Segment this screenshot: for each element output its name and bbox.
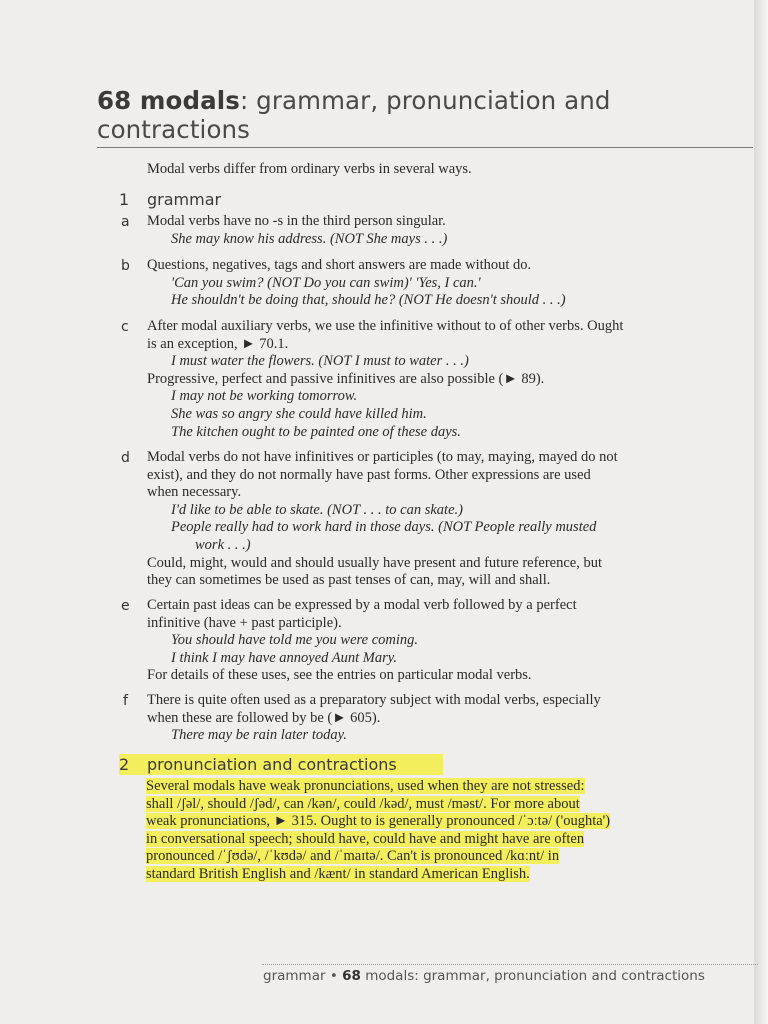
- page-title: [97, 86, 737, 144]
- p2-line-6: standard British English and /kænt/ in standard American English.: [146, 865, 530, 882]
- footer-rule: [262, 964, 758, 965]
- item-b-label: b: [121, 258, 130, 274]
- section-1-title: grammar: [147, 190, 222, 209]
- title-number-word: 68 modals: [97, 86, 240, 115]
- item-b-line-1: Questions, negatives, tags and short answers are made without do.: [147, 257, 532, 273]
- item-d-line-3: when necessary.: [147, 484, 242, 501]
- item-c-line-2: is an exception, ► 70.1.: [147, 335, 289, 352]
- item-e-line-1: Certain past ideas can be expressed by a modal verb followed by a perfect: [147, 597, 577, 613]
- running-footer: [263, 968, 705, 984]
- item-c-example-4: The kitchen ought to be painted one of these days.: [171, 423, 461, 440]
- footer-number: 68: [342, 968, 361, 984]
- item-e-example-2: I think I may have annoyed Aunt Mary.: [171, 649, 398, 666]
- item-a-label: a: [121, 214, 130, 230]
- item-d: [147, 449, 757, 590]
- item-d-line-1: Modal verbs do not have infinitives or participles (to may, maying, mayed do not: [147, 449, 618, 465]
- item-d-example-2b: work . . .): [195, 536, 251, 553]
- item-f-example-1: There may be rain later today.: [171, 727, 347, 744]
- item-b: [147, 257, 757, 310]
- item-b-example-1: 'Can you swim? (NOT Do you can swim)' 'Yes, I can.': [171, 274, 481, 291]
- intro-text: Modal verbs differ from ordinary verbs in several ways.: [147, 161, 472, 177]
- item-f: [147, 692, 757, 745]
- item-d-line-4: Could, might, would and should usually have present and future reference, but: [147, 554, 603, 571]
- item-a: [147, 213, 757, 248]
- item-f-label: f: [123, 693, 128, 709]
- item-c: [147, 318, 757, 441]
- item-e-line-3: For details of these uses, see the entries on particular modal verbs.: [147, 667, 532, 684]
- item-e: [147, 597, 757, 685]
- p2-line-5: pronounced /ˈʃʊdə/, /ˈkʊdə/ and /ˈmaɪtə/. Can't is pronounced /kɑːnt/ in: [146, 848, 560, 865]
- item-f-line-2: when these are followed by be (► 605).: [147, 709, 381, 726]
- p2-line-1: Several modals have weak pronunciations, used when they are not stressed:: [146, 778, 585, 794]
- footer-bullet: •: [329, 968, 338, 984]
- item-c-example-2: I may not be working tomorrow.: [171, 388, 358, 405]
- section-2-title: pronunciation and contractions: [147, 755, 397, 774]
- item-b-example-2: He shouldn't be doing that, should he? (NOT He doesn't should . . .): [171, 292, 566, 309]
- title-rule: [97, 147, 753, 148]
- title-rest-1: : grammar, pronunciation and: [239, 86, 611, 115]
- section-2-paragraph: [146, 778, 756, 884]
- item-e-line-2: infinitive (have + past participle).: [147, 614, 342, 631]
- item-c-line-1: After modal auxiliary verbs, we use the infinitive without to of other verbs. Ought: [147, 318, 624, 334]
- p2-line-2: shall /ʃəl/, should /ʃəd/, can /kən/, could /kəd/, must /məst/. For more about: [146, 795, 580, 812]
- footer-section: grammar: [263, 968, 326, 984]
- p2-line-4: in conversational speech; should have, could have and might have are often: [146, 830, 585, 847]
- title-rest-2: contractions: [97, 115, 251, 144]
- item-a-example-1: She may know his address. (NOT She mays . . .): [171, 230, 448, 247]
- section-2-number: 2: [119, 755, 130, 774]
- item-c-line-3: Progressive, perfect and passive infinitives are also possible (► 89).: [147, 370, 545, 387]
- item-e-example-1: You should have told me you were coming.: [171, 632, 419, 649]
- footer-text: modals: grammar, pronunciation and contractions: [365, 968, 705, 984]
- item-d-example-2a: People really had to work hard in those days. (NOT People really musted: [171, 519, 597, 536]
- section-1-number: 1: [119, 190, 130, 209]
- item-a-line-1: Modal verbs have no -s in the third person singular.: [147, 213, 446, 229]
- item-c-label: c: [121, 319, 129, 335]
- item-c-example-3: She was so angry she could have killed him.: [171, 405, 427, 422]
- item-d-line-5: they can sometimes be used as past tenses of can, may, will and shall.: [147, 572, 551, 589]
- p2-line-3: weak pronunciations, ► 315. Ought to is generally pronounced /ˈɔːtə/ ('oughta'): [146, 813, 611, 830]
- item-f-line-1: There is quite often used as a preparatory subject with modal verbs, especially: [147, 692, 601, 708]
- item-e-label: e: [121, 598, 130, 614]
- item-c-example-1: I must water the flowers. (NOT I must to water . . .): [171, 353, 469, 370]
- item-d-label: d: [121, 450, 130, 466]
- item-d-line-2: exist), and they do not normally have past forms. Other expressions are used: [147, 466, 591, 483]
- item-d-example-1: I'd like to be able to skate. (NOT . . . to can skate.): [171, 501, 463, 518]
